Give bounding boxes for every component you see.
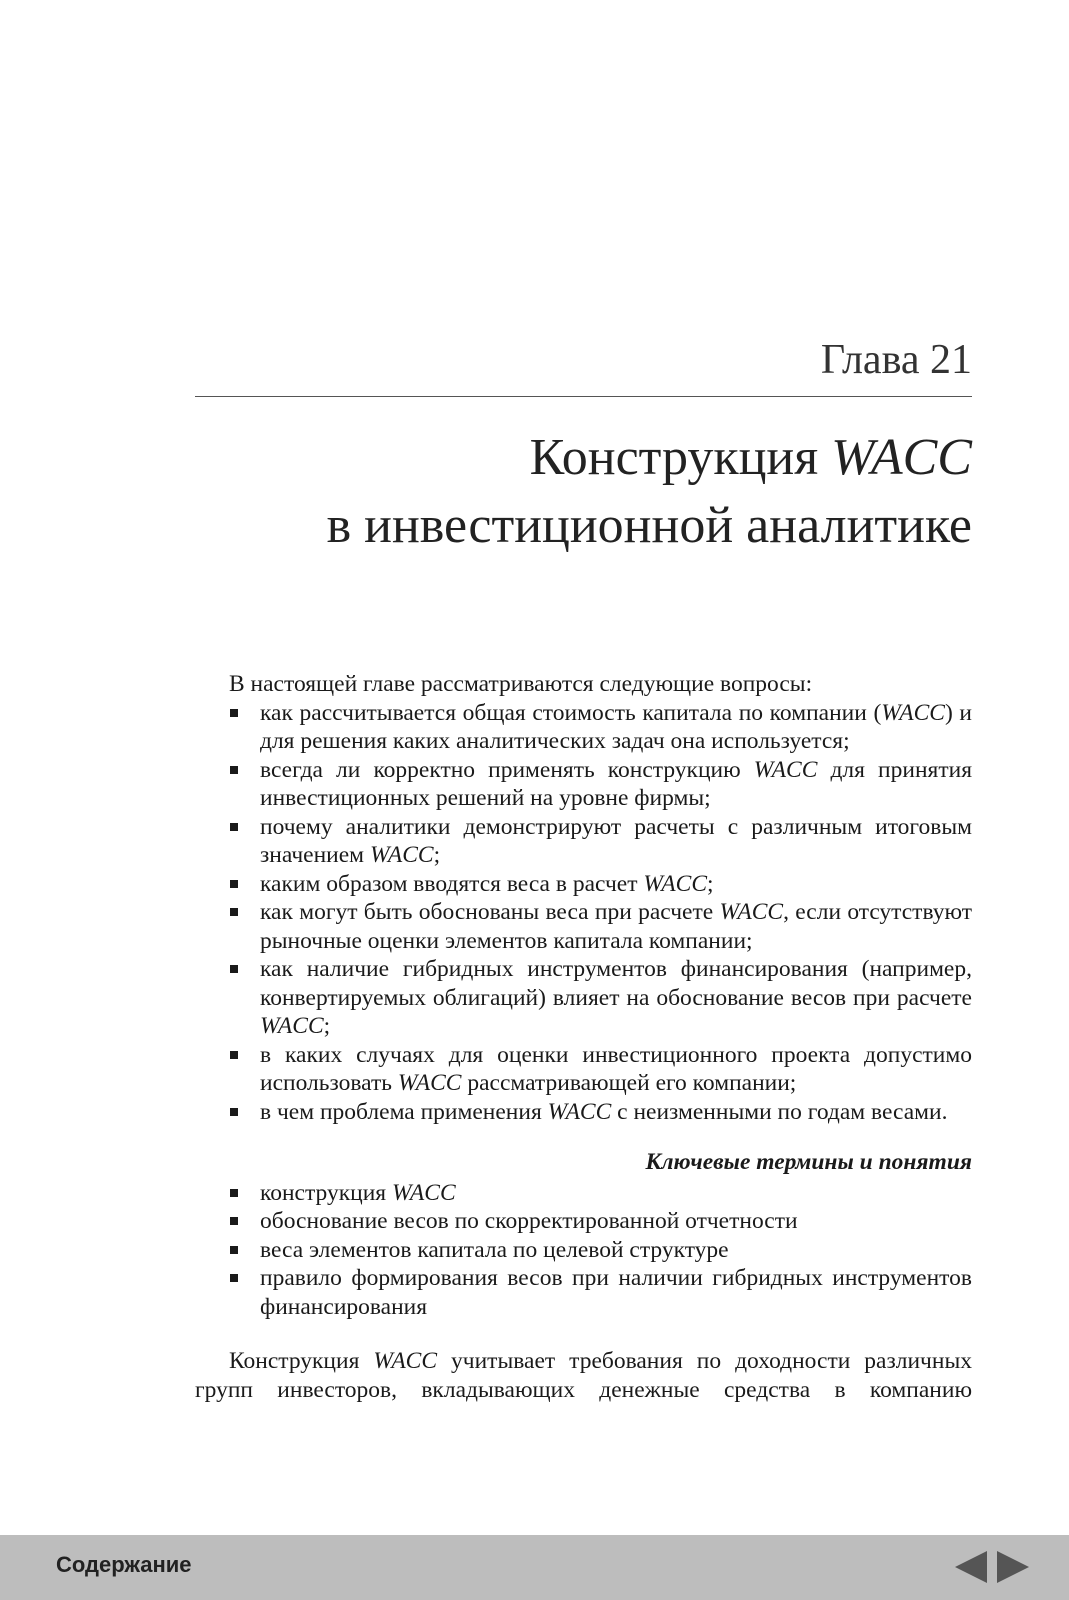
question-item: как могут быть обоснованы веса при расчете WACC, если отсутствуют рыночные оценки элементов капитала компании; bbox=[195, 898, 972, 955]
table-of-contents-link[interactable]: Содержание bbox=[56, 1552, 192, 1577]
previous-page-icon[interactable] bbox=[955, 1551, 987, 1583]
question-item: почему аналитики демонстрируют расчеты с различным итоговым значением WACC; bbox=[195, 813, 972, 870]
term-item: веса элементов капитала по целевой структуре bbox=[195, 1236, 972, 1265]
key-terms-list bbox=[195, 1179, 972, 1322]
questions-list bbox=[195, 699, 972, 1127]
chapter-title-prefix: Конструкция bbox=[529, 429, 832, 486]
chapter-title bbox=[327, 424, 972, 560]
navigation-bar bbox=[0, 1535, 1069, 1600]
chapter-title-wacc: WACC bbox=[831, 429, 972, 486]
question-item: как рассчитывается общая стоимость капитала по компании (WACC) и для решения каких аналитических задач она используется; bbox=[195, 699, 972, 756]
chapter-label: Глава 21 bbox=[820, 337, 972, 383]
next-page-icon[interactable] bbox=[997, 1551, 1029, 1583]
body-paragraph: Конструкция WACC учитывает требования по доходности различных групп инвесторов, вкладывающих денежные средства в компанию bbox=[195, 1348, 972, 1403]
term-item: обоснование весов по скорректированной отчетности bbox=[195, 1207, 972, 1236]
chapter-title-line2: в инвестиционной аналитике bbox=[326, 497, 972, 554]
question-item: всегда ли корректно применять конструкцию WACC для принятия инвестиционных решений на уровне фирмы; bbox=[195, 756, 972, 813]
intro-text: В настоящей главе рассматриваются следующие вопросы: bbox=[229, 671, 813, 697]
chapter-divider bbox=[195, 396, 972, 397]
chapter-intro-block bbox=[195, 670, 972, 1404]
question-item: каким образом вводятся веса в расчет WACC; bbox=[195, 870, 972, 899]
question-item: в каких случаях для оценки инвестиционного проекта допустимо использовать WACC рассматривающей его компании; bbox=[195, 1041, 972, 1098]
key-terms-heading: Ключевые термины и понятия bbox=[645, 1149, 972, 1175]
question-item: как наличие гибридных инструментов финансирования (например, конвертируемых облигаций) влияет на обоснование весов при расчете WACC; bbox=[195, 955, 972, 1041]
term-item: правило формирования весов при наличии гибридных инструментов финансирования bbox=[195, 1264, 972, 1321]
term-item: конструкция WACC bbox=[195, 1179, 972, 1208]
question-item: в чем проблема применения WACC с неизменными по годам весами. bbox=[195, 1098, 972, 1127]
